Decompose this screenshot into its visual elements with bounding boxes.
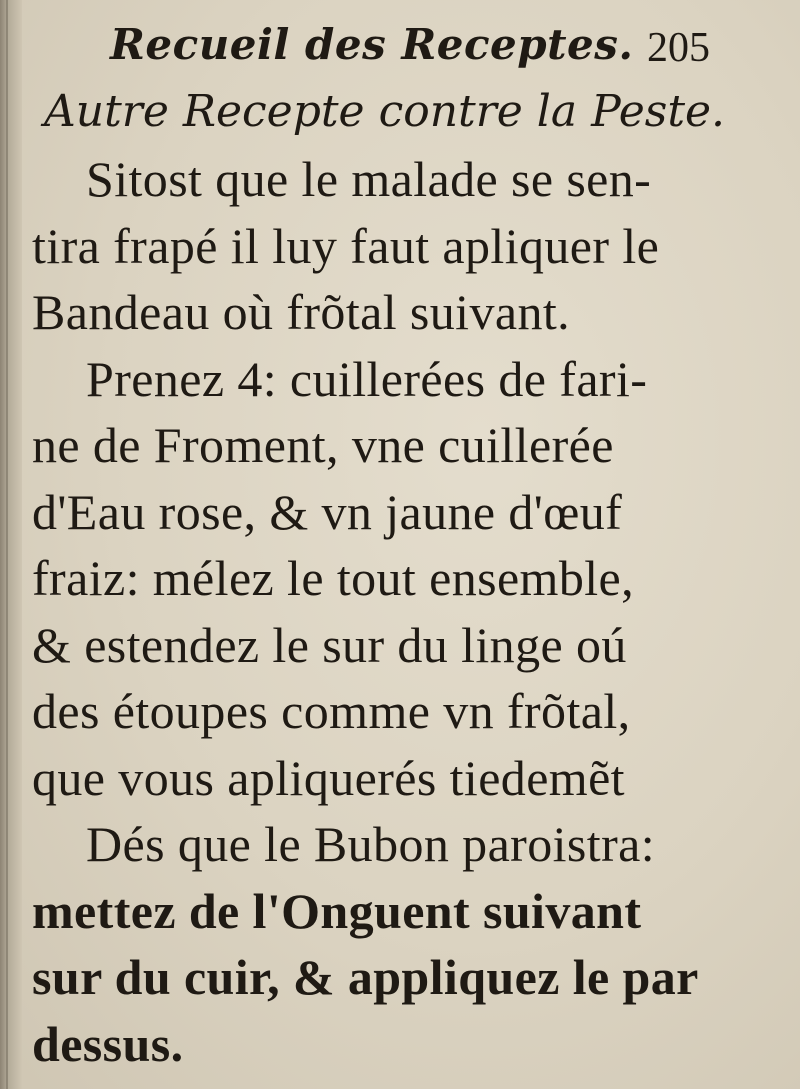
text-line: des étoupes comme vn frõtal, <box>32 683 631 739</box>
running-title: Recueil des Receptes. <box>110 20 634 69</box>
text-line: & estendez le sur du linge oú <box>32 616 627 673</box>
page-header <box>110 14 710 84</box>
text-line: sur du cuir, & appliquez le par <box>32 949 699 1005</box>
text-line: fraiz: mélez le tout ensemble, <box>32 550 635 606</box>
page-number: 205 <box>647 25 710 71</box>
text-line: que vous apliquerés tiedemẽt <box>32 749 625 806</box>
section-title: Autre Recepte contre la Peste. <box>44 86 726 137</box>
text-line: d'Eau rose, & vn jaune d'œuf <box>32 483 623 540</box>
text-line: Sitost que le malade se sen- <box>86 151 652 207</box>
text-line: tira frapé il luy faut apliquer le <box>32 217 660 274</box>
text-line: mettez de l'Onguent suivant <box>32 882 642 939</box>
binding-gutter <box>0 0 22 1089</box>
body-text <box>32 146 732 1077</box>
text-line: ne de Froment, vne cuillerée <box>32 417 614 473</box>
text-line: Dés que le Bubon paroistra: <box>86 816 656 872</box>
text-line: Bandeau où frõtal suivant. <box>32 284 571 340</box>
text-line: Prenez 4: cuillerées de fari- <box>86 350 648 407</box>
text-line: dessus. <box>32 1015 184 1072</box>
gutter-line <box>6 0 8 1089</box>
